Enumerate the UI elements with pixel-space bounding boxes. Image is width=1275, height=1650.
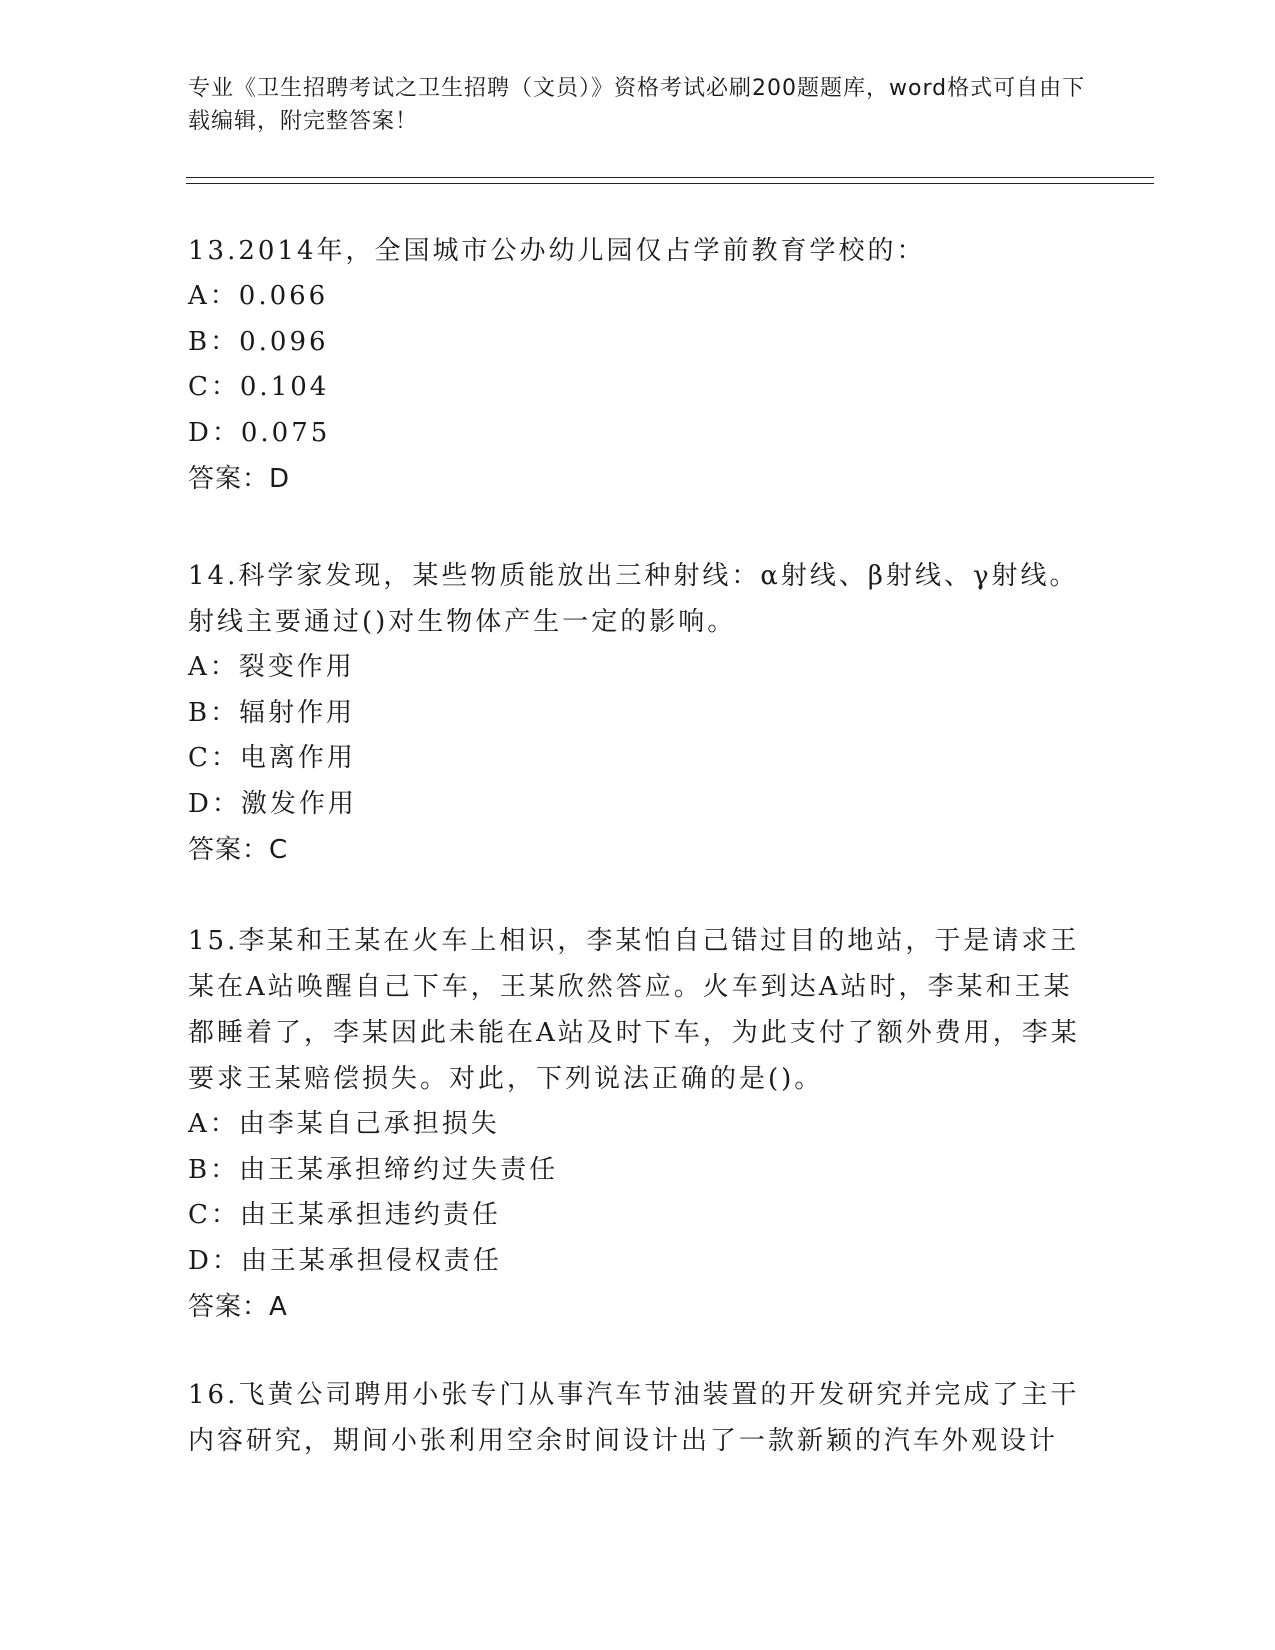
option-c: C：电离作用 — [188, 743, 356, 773]
question-stem: 14.科学家发现，某些物质能放出三种射线：α射线、β射线、γ射线。射线主要通过()对生物体产生一定的影响。 — [188, 561, 1079, 637]
option-a: A：裂变作用 — [188, 652, 355, 682]
header-divider-bottom — [186, 183, 1154, 184]
option-a: A：由李某自己承担损失 — [188, 1109, 500, 1139]
option-d: D：0.075 — [188, 417, 331, 448]
answer-line: 答案：D — [188, 464, 291, 494]
option-b: B：辐射作用 — [188, 697, 356, 728]
header-text: 专业《卫生招聘考试之卫生招聘（文员）》资格考试必刷200题题库，word格式可自由下载编辑，附完整答案！ — [188, 76, 1086, 134]
question-15 — [188, 918, 1088, 1330]
question-stem: 13.2014年，全国城市公办幼儿园仅占学前教育学校的： — [188, 236, 926, 266]
answer-line: 答案：A — [188, 1292, 288, 1322]
option-c: C：0.104 — [188, 372, 330, 402]
answer-line: 答案：C — [188, 835, 289, 865]
option-d: D：由王某承担侵权责任 — [188, 1245, 502, 1276]
option-c: C：由王某承担违约责任 — [188, 1200, 501, 1230]
option-d: D：激发作用 — [188, 788, 357, 819]
header-divider-top — [186, 177, 1154, 178]
option-a: A：0.066 — [188, 281, 329, 311]
question-stem: 15.李某和王某在火车上相识，李某怕自己错过目的地站，于是请求王某在A站唤醒自己下车，王某欣然答应。火车到达A站时，李某和王某都睡着了，李某因此未能在A站及时下车，为此支付了额外费用，李某要求王某赔偿损失。对此，下列说法正确的是()。 — [188, 926, 1080, 1094]
question-13 — [188, 228, 1088, 502]
document-header — [188, 72, 1088, 138]
question-16 — [188, 1372, 1088, 1464]
option-b: B：0.096 — [188, 326, 329, 357]
option-b: B：由王某承担缔约过失责任 — [188, 1154, 559, 1185]
question-stem: 16.飞黄公司聘用小张专门从事汽车节油装置的开发研究并完成了主干内容研究，期间小张利用空余时间设计出了一款新颖的汽车外观设计 — [188, 1380, 1080, 1456]
question-14 — [188, 553, 1088, 873]
